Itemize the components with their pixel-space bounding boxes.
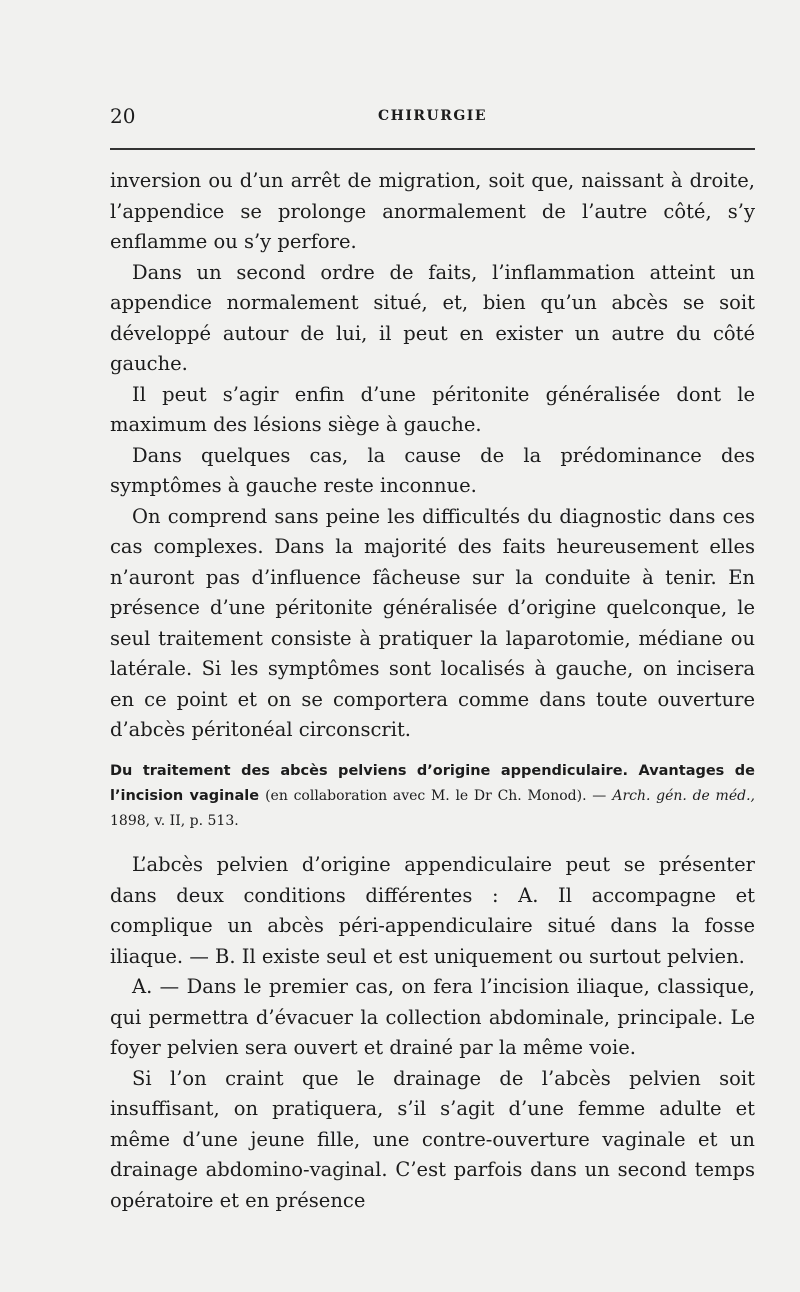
text-block-entry — [110, 850, 755, 1216]
entry-citation: 1898, v. II, p. 513. — [110, 813, 239, 829]
page-header — [110, 104, 755, 134]
header-rule — [110, 148, 755, 150]
paragraph: Si l’on craint que le drainage de l’abcès pelvien soit insuffisant, on pratiquera, s’il s’agit d’une femme adulte et même d’une jeune fille, une contre-ouverture vaginale et un drainage abdomino-vaginal. C’est parfois dans un second temps opératoire et en présence — [110, 1066, 755, 1212]
paragraph: L’abcès pelvien d’origine appendiculaire peut se présenter dans deux conditions différentes : A. Il accompagne et complique un abcès péri-appendiculaire situé dans la fosse iliaque. — B. Il existe seul et est uniquement ou surtout pelvien. — [110, 853, 755, 968]
paragraph: inversion ou d’un arrêt de migration, soit que, naissant à droite, l’appendice se prolonge anormalement de l’autre côté, s’y enflamme ou s’y perfore. — [110, 169, 755, 253]
paragraph: Dans un second ordre de faits, l’inflammation atteint un appendice normalement situé, et, bien qu’un abcès se soit développé autour de lui, il peut en exister un autre du côté gauche. — [110, 260, 755, 375]
entry-title: Du traitement des abcès pelviens d’origine appendiculaire. Avantages de l’incision vaginale — [110, 763, 755, 804]
paragraph: Il peut s’agir enfin d’une péritonite généralisée dont le maximum des lésions siège à gauche. — [110, 382, 755, 436]
entry-journal: Arch. gén. de méd., — [612, 788, 755, 804]
entry-collaboration: (en collaboration avec M. le Dr Ch. Monod). — — [265, 788, 607, 804]
paragraph: A. — Dans le premier cas, on fera l’incision iliaque, classique, qui permettra d’évacuer la collection abdominale, principale. Le foyer pelvien sera ouvert et drainé par la même voie. — [110, 975, 755, 1059]
paragraph: On comprend sans peine les difficultés du diagnostic dans ces cas complexes. Dans la majorité des faits heureusement elles n’auront pas d’influence fâcheuse sur la conduite à tenir. En présence d’une péritonite généralisée d’origine quelconque, le seul traitement consiste à pratiquer la laparotomie, médiane ou latérale. Si les symptômes sont localisés à gauche, on incisera en ce point et on se comportera comme dans toute ouverture d’abcès péritonéal circonscrit. — [110, 504, 755, 741]
page-number: 20 — [110, 104, 136, 128]
bibliographic-entry — [110, 758, 755, 833]
text-block-continued — [110, 166, 755, 746]
paragraph: Dans quelques cas, la cause de la prédominance des symptômes à gauche reste inconnue. — [110, 443, 755, 497]
running-title: CHIRURGIE — [377, 108, 488, 124]
